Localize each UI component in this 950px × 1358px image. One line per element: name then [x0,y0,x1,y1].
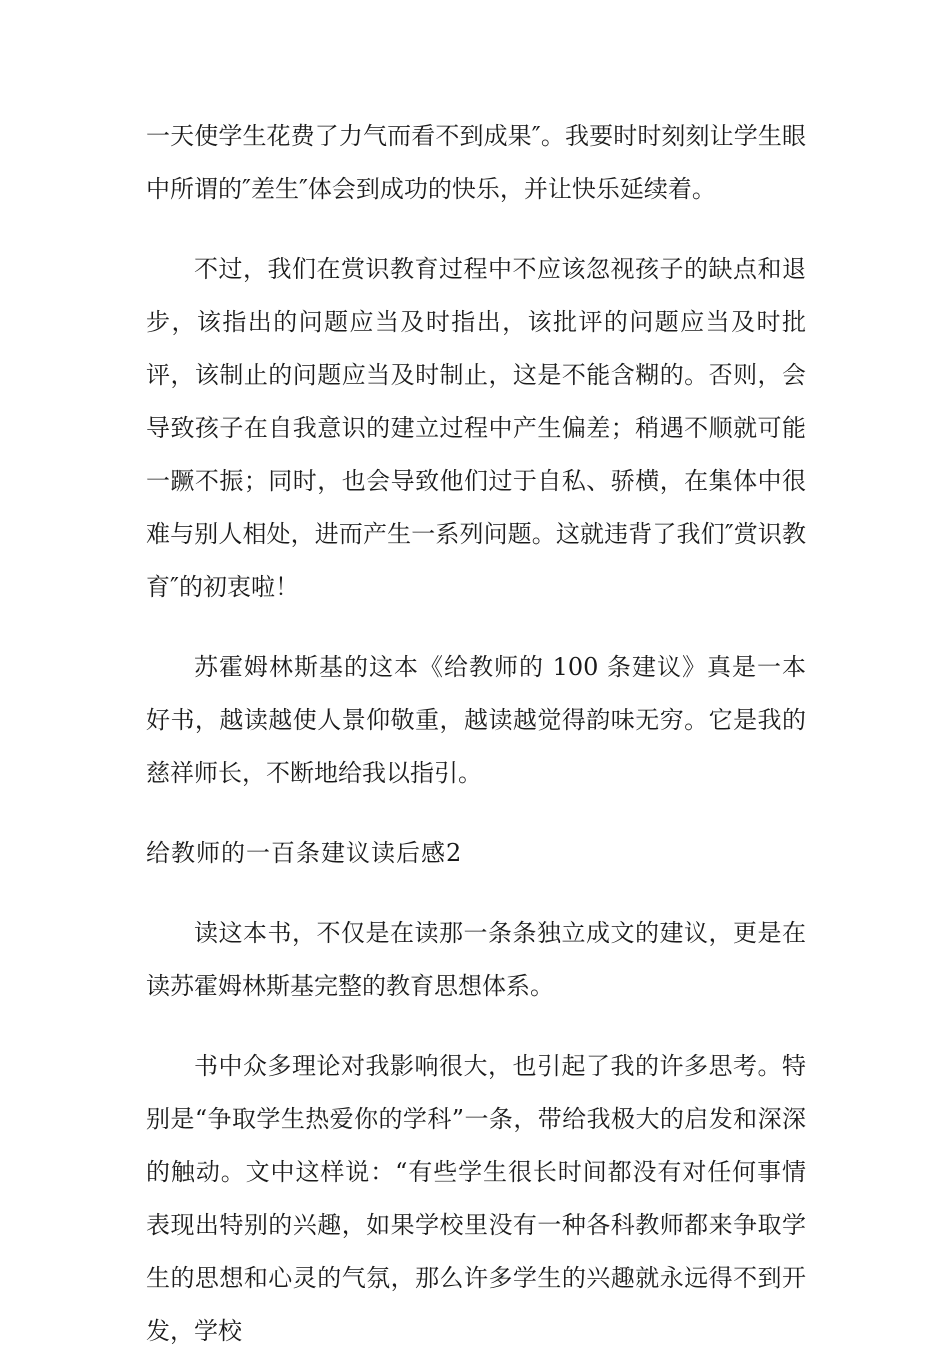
paragraph-continuation: 一天使学生花费了力气而看不到成果″。我要时时刻刻让学生眼中所谓的″差生″体会到成功的快乐，并让快乐延续着。 [146,122,806,203]
document-page [146,110,806,1358]
paragraph-book-praise: 苏霍姆林斯基的这本《给教师的 100 条建议》真是一本好书，越读越使人景仰敬重，越读越觉得韵味无穷。它是我的慈祥师长，不断地给我以指引。 [146,653,806,787]
paragraph-gap [146,614,806,641]
paragraph-gap [146,800,806,827]
paragraph-gap [146,880,806,907]
section-heading: 给教师的一百条建议读后感2 [146,839,463,867]
paragraph-theory-impact: 书中众多理论对我影响很大，也引起了我的许多思考。特别是“争取学生热爱你的学科”一条，带给我极大的启发和深深的触动。文中这样说：“有些学生很长时间都没有对任何事情表现出特别的兴趣，如果学校里没有一种各科教师都来争取学生的思想和心灵的气氛，那么许多学生的兴趣就永远得不到开发，学校 [146,1052,806,1345]
paragraph-gap [146,216,806,243]
paragraph-appreciation-education: 不过，我们在赏识教育过程中不应该忽视孩子的缺点和退步，该指出的问题应当及时指出，该批评的问题应当及时批评，该制止的问题应当及时制止，这是不能含糊的。否则，会导致孩子在自我意识的建立过程中产生偏差；稍遇不顺就可能一蹶不振；同时，也会导致他们过于自私、骄横，在集体中很难与别人相处，进而产生一系列问题。这就违背了我们″赏识教育″的初衷啦！ [146,255,806,601]
paragraph-reading-book: 读这本书，不仅是在读那一条条独立成文的建议，更是在读苏霍姆林斯基完整的教育思想体系。 [146,919,806,1000]
paragraph-gap [146,1013,806,1040]
